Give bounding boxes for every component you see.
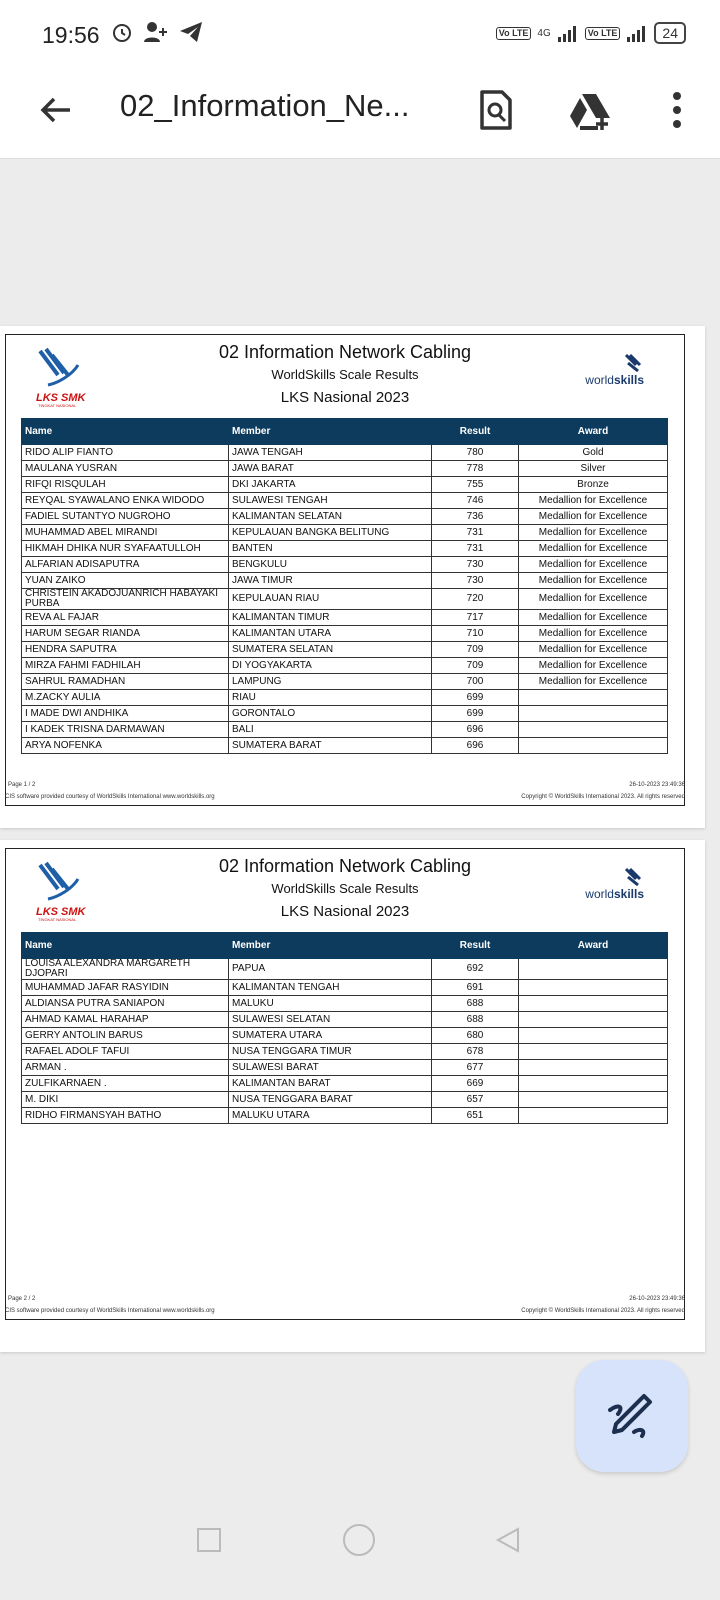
status-time: 19:56 [42, 22, 100, 48]
cell-name: ARMAN . [22, 1060, 229, 1076]
cell-member: SUMATERA SELATAN [229, 642, 432, 658]
table-row [22, 1044, 668, 1060]
footer-credit-2: CIS software provided courtesy of WorldSkills International www.worldskills.org [5, 1308, 215, 1314]
cell-award [519, 706, 668, 722]
doc-subtitle: WorldSkills Scale Results [271, 367, 419, 382]
cell-member: JAWA TIMUR [229, 573, 432, 589]
cell-award: Silver [519, 461, 668, 477]
cell-result: 709 [432, 658, 519, 674]
cell-member: SULAWESI SELATAN [229, 1012, 432, 1028]
recents-square-icon[interactable] [196, 1527, 222, 1553]
worldskills-word-a-2: world [585, 887, 614, 901]
cell-result: 680 [432, 1028, 519, 1044]
footer-copyright-2: Copyright © WorldSkills International 2023. All rights reserved [521, 1308, 685, 1314]
battery-level: 24 [654, 22, 686, 44]
cell-member: KALIMANTAN TIMUR [229, 610, 432, 626]
cell-award: Medallion for Excellence [519, 642, 668, 658]
back-arrow-icon[interactable] [36, 90, 76, 130]
cell-result: 691 [432, 980, 519, 996]
cell-award [519, 690, 668, 706]
status-bar [0, 0, 720, 70]
app-bar [0, 70, 720, 159]
more-vert-icon[interactable] [655, 88, 699, 132]
footer-date-2: 26-10-2023 23:49:36 [629, 1296, 685, 1302]
cell-member: KEPULAUAN RIAU [229, 589, 432, 610]
cell-award: Medallion for Excellence [519, 541, 668, 557]
worldskills-word-b: skills [613, 373, 644, 387]
cell-result: 731 [432, 525, 519, 541]
results-table-page-1 [21, 418, 668, 754]
cell-name: I KADEK TRISNA DARMAWAN [22, 722, 229, 738]
col-name: Name [22, 419, 229, 445]
table-row [22, 658, 668, 674]
cell-result: 696 [432, 722, 519, 738]
cell-name: MAULANA YUSRAN [22, 461, 229, 477]
cell-result: 699 [432, 690, 519, 706]
cell-member: KEPULAUAN BANGKA BELITUNG [229, 525, 432, 541]
home-circle-icon[interactable] [340, 1521, 378, 1559]
cell-name: MUHAMMAD JAFAR RASYIDIN [22, 980, 229, 996]
cell-name: M.ZACKY AULIA [22, 690, 229, 706]
cell-result: 736 [432, 509, 519, 525]
cell-award: Bronze [519, 477, 668, 493]
cell-result: 780 [432, 445, 519, 461]
cell-name: RIDHO FIRMANSYAH BATHO [22, 1108, 229, 1124]
cell-award: Medallion for Excellence [519, 610, 668, 626]
table-row [22, 1012, 668, 1028]
document-search-icon[interactable] [474, 88, 518, 132]
cell-result: 678 [432, 1044, 519, 1060]
table-row [22, 1108, 668, 1124]
table-row [22, 509, 668, 525]
table-row [22, 461, 668, 477]
doc-event: LKS Nasional 2023 [280, 389, 410, 406]
table-row [22, 980, 668, 996]
pdf-page-1[interactable] [0, 326, 705, 828]
cell-name: GERRY ANTOLIN BARUS [22, 1028, 229, 1044]
lks-smk-text: LKS SMK [36, 392, 86, 404]
table-row [22, 959, 668, 980]
edit-fab-button[interactable] [576, 1360, 688, 1472]
cell-award: Medallion for Excellence [519, 557, 668, 573]
table-row [22, 525, 668, 541]
cell-name: AHMAD KAMAL HARAHAP [22, 1012, 229, 1028]
cell-award: Gold [519, 445, 668, 461]
volte-badge: Vo LTE [496, 27, 532, 40]
cell-name: RIDO ALIP FIANTO [22, 445, 229, 461]
lks-smk-subtext: TINGKAT NASIONAL [38, 403, 77, 408]
lks-smk-subtext-2: TINGKAT NASIONAL [38, 917, 77, 922]
page-label-2: Page 2 / 2 [8, 1296, 36, 1302]
telegram-icon [178, 20, 204, 44]
table-row [22, 690, 668, 706]
cell-name: ALFARIAN ADISAPUTRA [22, 557, 229, 573]
cell-member: DKI JAKARTA [229, 477, 432, 493]
doc-title: 02 Information Network Cabling [218, 342, 472, 362]
table-row [22, 589, 668, 610]
worldskills-mark-icon [622, 353, 644, 373]
cell-result: 651 [432, 1108, 519, 1124]
cell-name: RIFQI RISQULAH [22, 477, 229, 493]
cell-award: Medallion for Excellence [519, 573, 668, 589]
cell-award [519, 1044, 668, 1060]
volte-badge-2: Vo LTE [585, 27, 621, 40]
results-table-page-2 [21, 932, 668, 1124]
cell-member: JAWA TENGAH [229, 445, 432, 461]
table-row [22, 706, 668, 722]
cell-result: 730 [432, 557, 519, 573]
table-row [22, 674, 668, 690]
cell-member: SUMATERA UTARA [229, 1028, 432, 1044]
cell-result: 730 [432, 573, 519, 589]
table-row [22, 1060, 668, 1076]
cell-award: Medallion for Excellence [519, 658, 668, 674]
cell-member: SULAWESI BARAT [229, 1060, 432, 1076]
cell-result: 778 [432, 461, 519, 477]
cell-name: HARUM SEGAR RIANDA [22, 626, 229, 642]
doc-event-2: LKS Nasional 2023 [280, 903, 410, 920]
col-award: Award [519, 419, 668, 445]
cell-award [519, 959, 668, 980]
cell-award [519, 722, 668, 738]
cell-award [519, 1092, 668, 1108]
cell-award: Medallion for Excellence [519, 509, 668, 525]
cell-result: 746 [432, 493, 519, 509]
cell-member: BANTEN [229, 541, 432, 557]
cell-award: Medallion for Excellence [519, 525, 668, 541]
cell-name: YUAN ZAIKO [22, 573, 229, 589]
cell-result: 710 [432, 626, 519, 642]
footer-credit: CIS software provided courtesy of WorldSkills International www.worldskills.org [5, 794, 215, 800]
cell-name: SAHRUL RAMADHAN [22, 674, 229, 690]
col-result-2: Result [432, 933, 519, 959]
cell-result: 717 [432, 610, 519, 626]
cell-result: 692 [432, 959, 519, 980]
cell-result: 669 [432, 1076, 519, 1092]
table-row [22, 642, 668, 658]
cell-award [519, 996, 668, 1012]
edit-pen-icon [576, 1360, 688, 1472]
cell-member: GORONTALO [229, 706, 432, 722]
cell-member: MALUKU UTARA [229, 1108, 432, 1124]
cell-name: REYQAL SYAWALANO ENKA WIDODO [22, 493, 229, 509]
results-table-body [22, 445, 668, 754]
table-row [22, 477, 668, 493]
worldskills-word-b-2: skills [613, 887, 644, 901]
cell-name: HENDRA SAPUTRA [22, 642, 229, 658]
cell-member: BENGKULU [229, 557, 432, 573]
cell-result: 699 [432, 706, 519, 722]
cell-member: DI YOGYAKARTA [229, 658, 432, 674]
cell-member: KALIMANTAN SELATAN [229, 509, 432, 525]
table-row [22, 557, 668, 573]
table-row [22, 738, 668, 754]
network-type: 4G [537, 27, 551, 39]
cell-award: Medallion for Excellence [519, 493, 668, 509]
signal-icon-2 [626, 24, 648, 42]
col-result: Result [432, 419, 519, 445]
col-name-2: Name [22, 933, 229, 959]
cell-member: NUSA TENGGARA TIMUR [229, 1044, 432, 1060]
pdf-page-2[interactable] [0, 840, 705, 1352]
cell-member: PAPUA [229, 959, 432, 980]
cell-name: ALDIANSA PUTRA SANIAPON [22, 996, 229, 1012]
back-triangle-icon[interactable] [494, 1526, 522, 1554]
cell-award: Medallion for Excellence [519, 589, 668, 610]
cell-name: HIKMAH DHIKA NUR SYAFAATULLOH [22, 541, 229, 557]
cell-result: 755 [432, 477, 519, 493]
cell-result: 720 [432, 589, 519, 610]
cell-result: 688 [432, 1012, 519, 1028]
footer-copyright: Copyright © WorldSkills International 2023. All rights reserved [521, 794, 685, 800]
cell-award: Medallion for Excellence [519, 674, 668, 690]
cell-member: BALI [229, 722, 432, 738]
cell-member: MALUKU [229, 996, 432, 1012]
table-row [22, 573, 668, 589]
cell-name: MUHAMMAD ABEL MIRANDI [22, 525, 229, 541]
cell-award [519, 1028, 668, 1044]
cell-name: ARYA NOFENKA [22, 738, 229, 754]
results-table-body-2 [22, 959, 668, 1124]
worldskills-word-a: world [585, 373, 614, 387]
table-row [22, 541, 668, 557]
cell-name: ZULFIKARNAEN . [22, 1076, 229, 1092]
cell-result: 731 [432, 541, 519, 557]
cell-name: LOUISA ALEXANDRA MARGARETH DJOPARI [22, 959, 229, 980]
table-row [22, 1076, 668, 1092]
cell-member: JAWA BARAT [229, 461, 432, 477]
cell-award [519, 738, 668, 754]
cell-award [519, 1060, 668, 1076]
signal-icon [557, 24, 579, 42]
cell-result: 657 [432, 1092, 519, 1108]
doc-title-2: 02 Information Network Cabling [218, 856, 472, 876]
add-person-icon [142, 20, 170, 44]
cell-member: KALIMANTAN UTARA [229, 626, 432, 642]
cell-name: MIRZA FAHMI FADHILAH [22, 658, 229, 674]
table-row [22, 445, 668, 461]
doc-subtitle-2: WorldSkills Scale Results [271, 881, 419, 896]
cell-name: FADIEL SUTANTYO NUGROHO [22, 509, 229, 525]
table-row [22, 1092, 668, 1108]
table-row [22, 996, 668, 1012]
cell-member: RIAU [229, 690, 432, 706]
cell-result: 709 [432, 642, 519, 658]
cell-award: Medallion for Excellence [519, 626, 668, 642]
table-row [22, 1028, 668, 1044]
drive-add-icon[interactable] [568, 88, 612, 132]
table-row [22, 626, 668, 642]
col-member-2: Member [229, 933, 432, 959]
cell-award [519, 1012, 668, 1028]
cell-name: M. DIKI [22, 1092, 229, 1108]
cell-result: 700 [432, 674, 519, 690]
worldskills-logo [585, 353, 644, 387]
table-row [22, 722, 668, 738]
system-nav-bar [0, 1505, 720, 1600]
cell-name: CHRISTEIN AKADOJUANRICH HABAYAKI PURBA [22, 589, 229, 610]
cell-name: I MADE DWI ANDHIKA [22, 706, 229, 722]
alarm-icon [110, 20, 134, 44]
worldskills-logo-2 [585, 867, 644, 901]
cell-member: SUMATERA BARAT [229, 738, 432, 754]
cell-name: REVA AL FAJAR [22, 610, 229, 626]
cell-result: 677 [432, 1060, 519, 1076]
col-member: Member [229, 419, 432, 445]
cell-member: LAMPUNG [229, 674, 432, 690]
worldskills-mark-icon-2 [622, 867, 644, 887]
cell-name: RAFAEL ADOLF TAFUI [22, 1044, 229, 1060]
table-row [22, 610, 668, 626]
cell-result: 696 [432, 738, 519, 754]
footer-date: 26-10-2023 23:49:36 [629, 782, 685, 788]
cell-result: 688 [432, 996, 519, 1012]
page-label: Page 1 / 2 [8, 782, 36, 788]
lks-smk-text-2: LKS SMK [36, 906, 86, 918]
cell-award [519, 1108, 668, 1124]
col-award-2: Award [519, 933, 668, 959]
cell-award [519, 980, 668, 996]
document-title: 02_Information_Ne... [120, 88, 410, 123]
cell-member: SULAWESI TENGAH [229, 493, 432, 509]
table-row [22, 493, 668, 509]
cell-award [519, 1076, 668, 1092]
cell-member: KALIMANTAN BARAT [229, 1076, 432, 1092]
cell-member: NUSA TENGGARA BARAT [229, 1092, 432, 1108]
cell-member: KALIMANTAN TENGAH [229, 980, 432, 996]
